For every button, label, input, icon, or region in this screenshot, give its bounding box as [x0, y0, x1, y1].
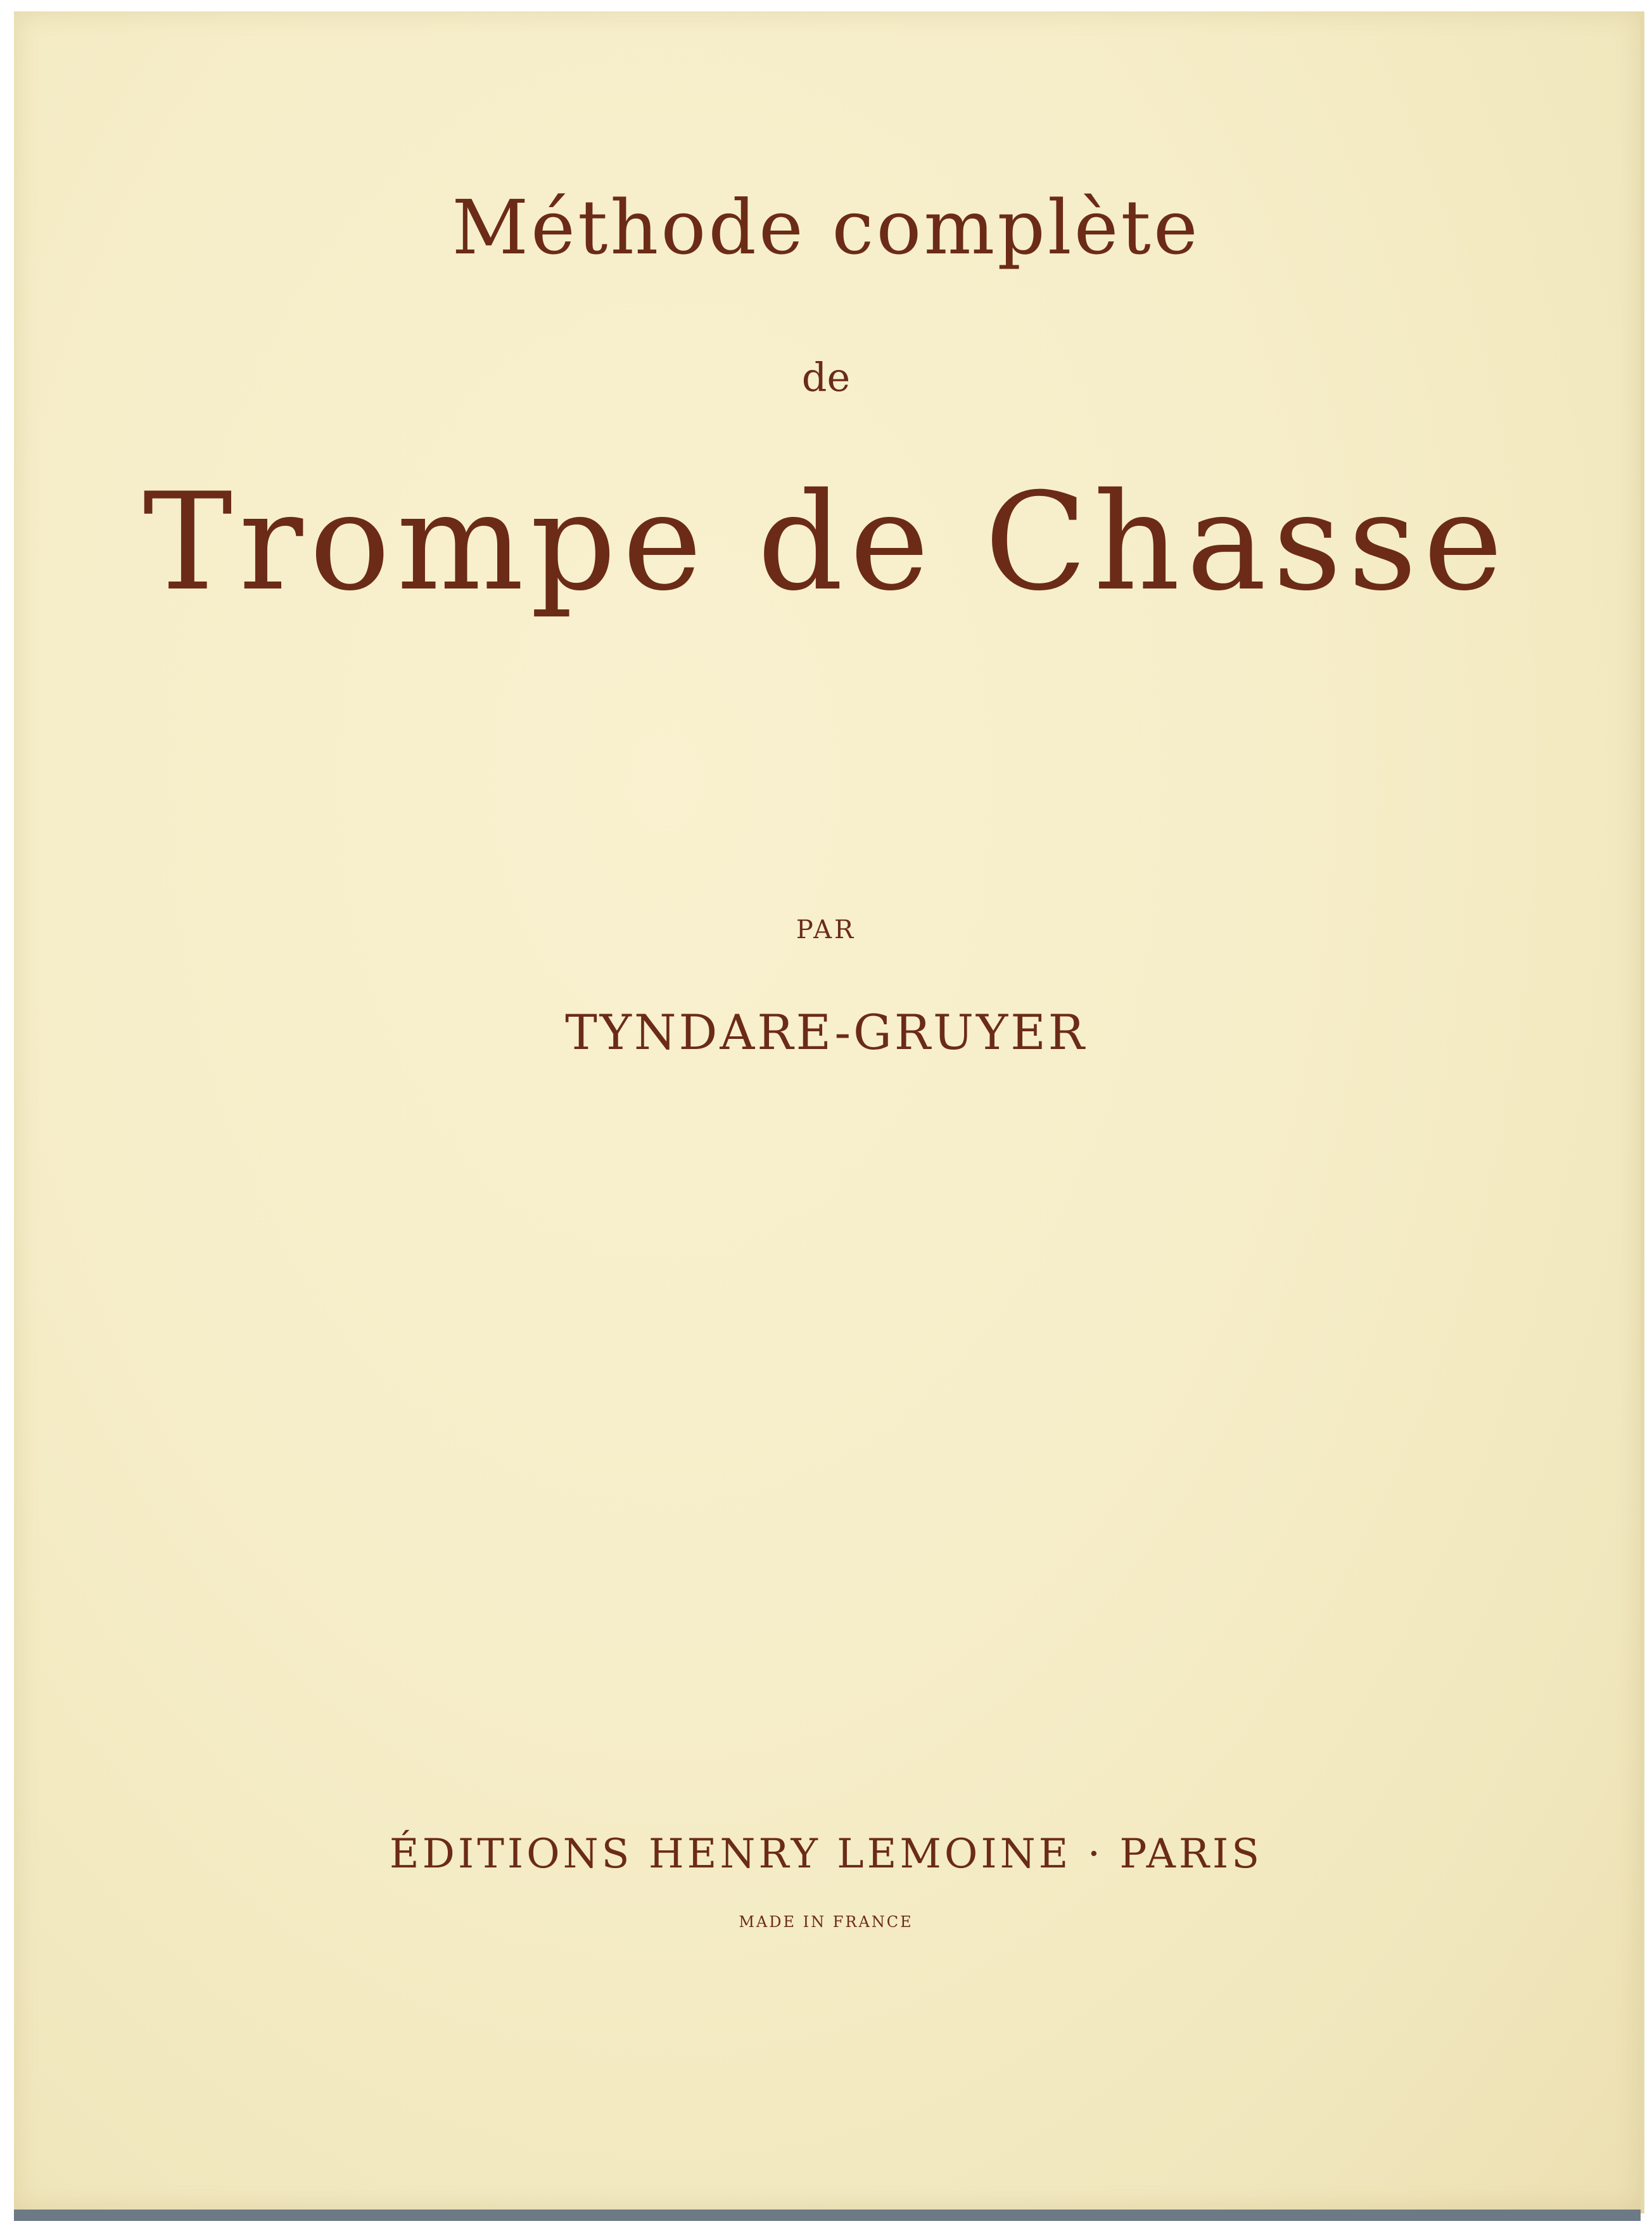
cover-bottom-edge	[14, 2210, 1641, 2221]
cover-publisher: ÉDITIONS HENRY LEMOINE · PARIS	[389, 1831, 1263, 1878]
cover-author: TYNDARE-GRUYER	[565, 1004, 1087, 1060]
cover-by-label: PAR	[796, 915, 856, 944]
book-cover	[14, 11, 1644, 2213]
cover-connector: de	[801, 354, 851, 400]
cover-origin: MADE IN FRANCE	[739, 1913, 913, 1931]
cover-subtitle: Méthode complète	[452, 184, 1200, 271]
cover-title: Trompe de Chasse	[143, 464, 1509, 620]
